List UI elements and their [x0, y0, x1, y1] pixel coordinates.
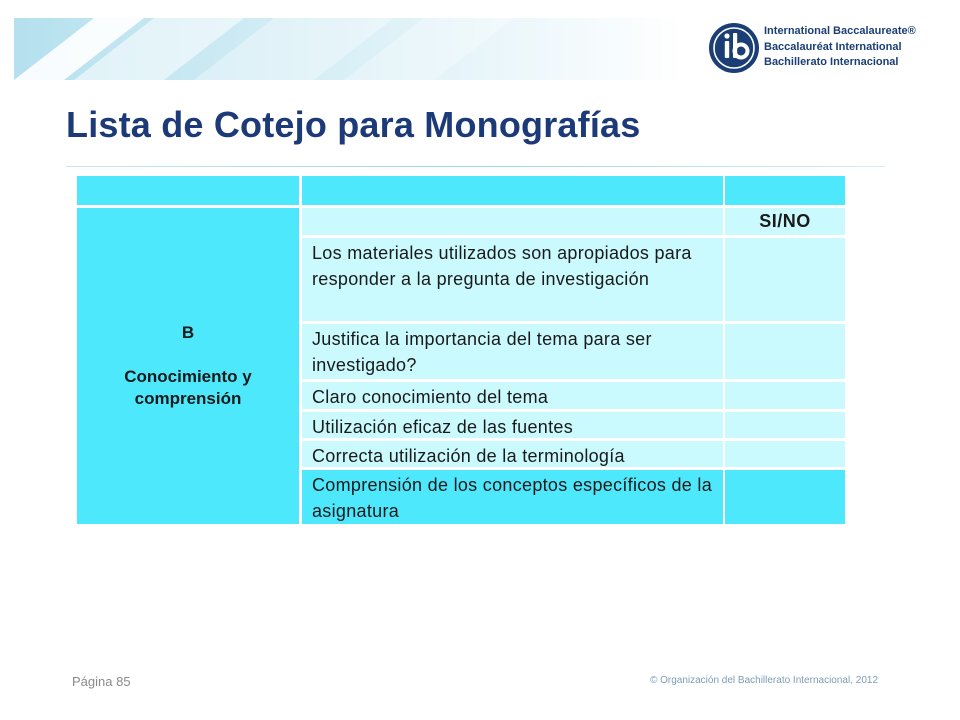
title-divider — [66, 166, 886, 167]
answer-cell[interactable] — [725, 382, 845, 409]
answer-cell[interactable] — [725, 470, 845, 524]
header-banner — [14, 18, 684, 80]
answer-header-spacer — [302, 208, 723, 235]
checklist-item: Comprensión de los conceptos específicos de la asignatura — [302, 470, 723, 524]
page-number: Página 85 — [72, 674, 131, 689]
header-cell-criterion — [77, 176, 299, 205]
header-cell-answer — [725, 176, 845, 205]
criterion-letter: B — [181, 323, 195, 342]
answer-cell[interactable] — [725, 238, 845, 321]
logo-line-english: International Baccalaureate® — [764, 25, 916, 37]
checklist-item: Utilización eficaz de las fuentes — [302, 412, 723, 438]
logo-line-spanish: Bachillerato Internacional — [764, 56, 899, 68]
checklist-item: Justifica la importancia del tema para ser investigado? — [302, 324, 723, 379]
criterion-name: Conocimiento y comprensión — [124, 367, 252, 408]
checklist-table — [77, 176, 845, 524]
answer-cell[interactable] — [725, 324, 845, 379]
criterion-cell — [77, 208, 299, 524]
answer-header: SI/NO — [725, 208, 845, 235]
checklist-item: Claro conocimiento del tema — [302, 382, 723, 409]
ib-globe-icon — [708, 22, 760, 74]
logo-line-french: Baccalauréat International — [764, 40, 902, 53]
checklist-item: Los materiales utilizados son apropiados para responder a la pregunta de investigación — [302, 238, 723, 321]
copyright-notice: © Organización del Bachillerato Internacional, 2012 — [649, 675, 878, 686]
checklist-item: Correcta utilización de la terminología — [302, 441, 723, 467]
header-cell-items — [302, 176, 723, 205]
slide-title: Lista de Cotejo para Monografías — [66, 104, 641, 145]
answer-cell[interactable] — [725, 412, 845, 438]
answer-cell[interactable] — [725, 441, 845, 467]
ib-logo — [708, 20, 916, 78]
